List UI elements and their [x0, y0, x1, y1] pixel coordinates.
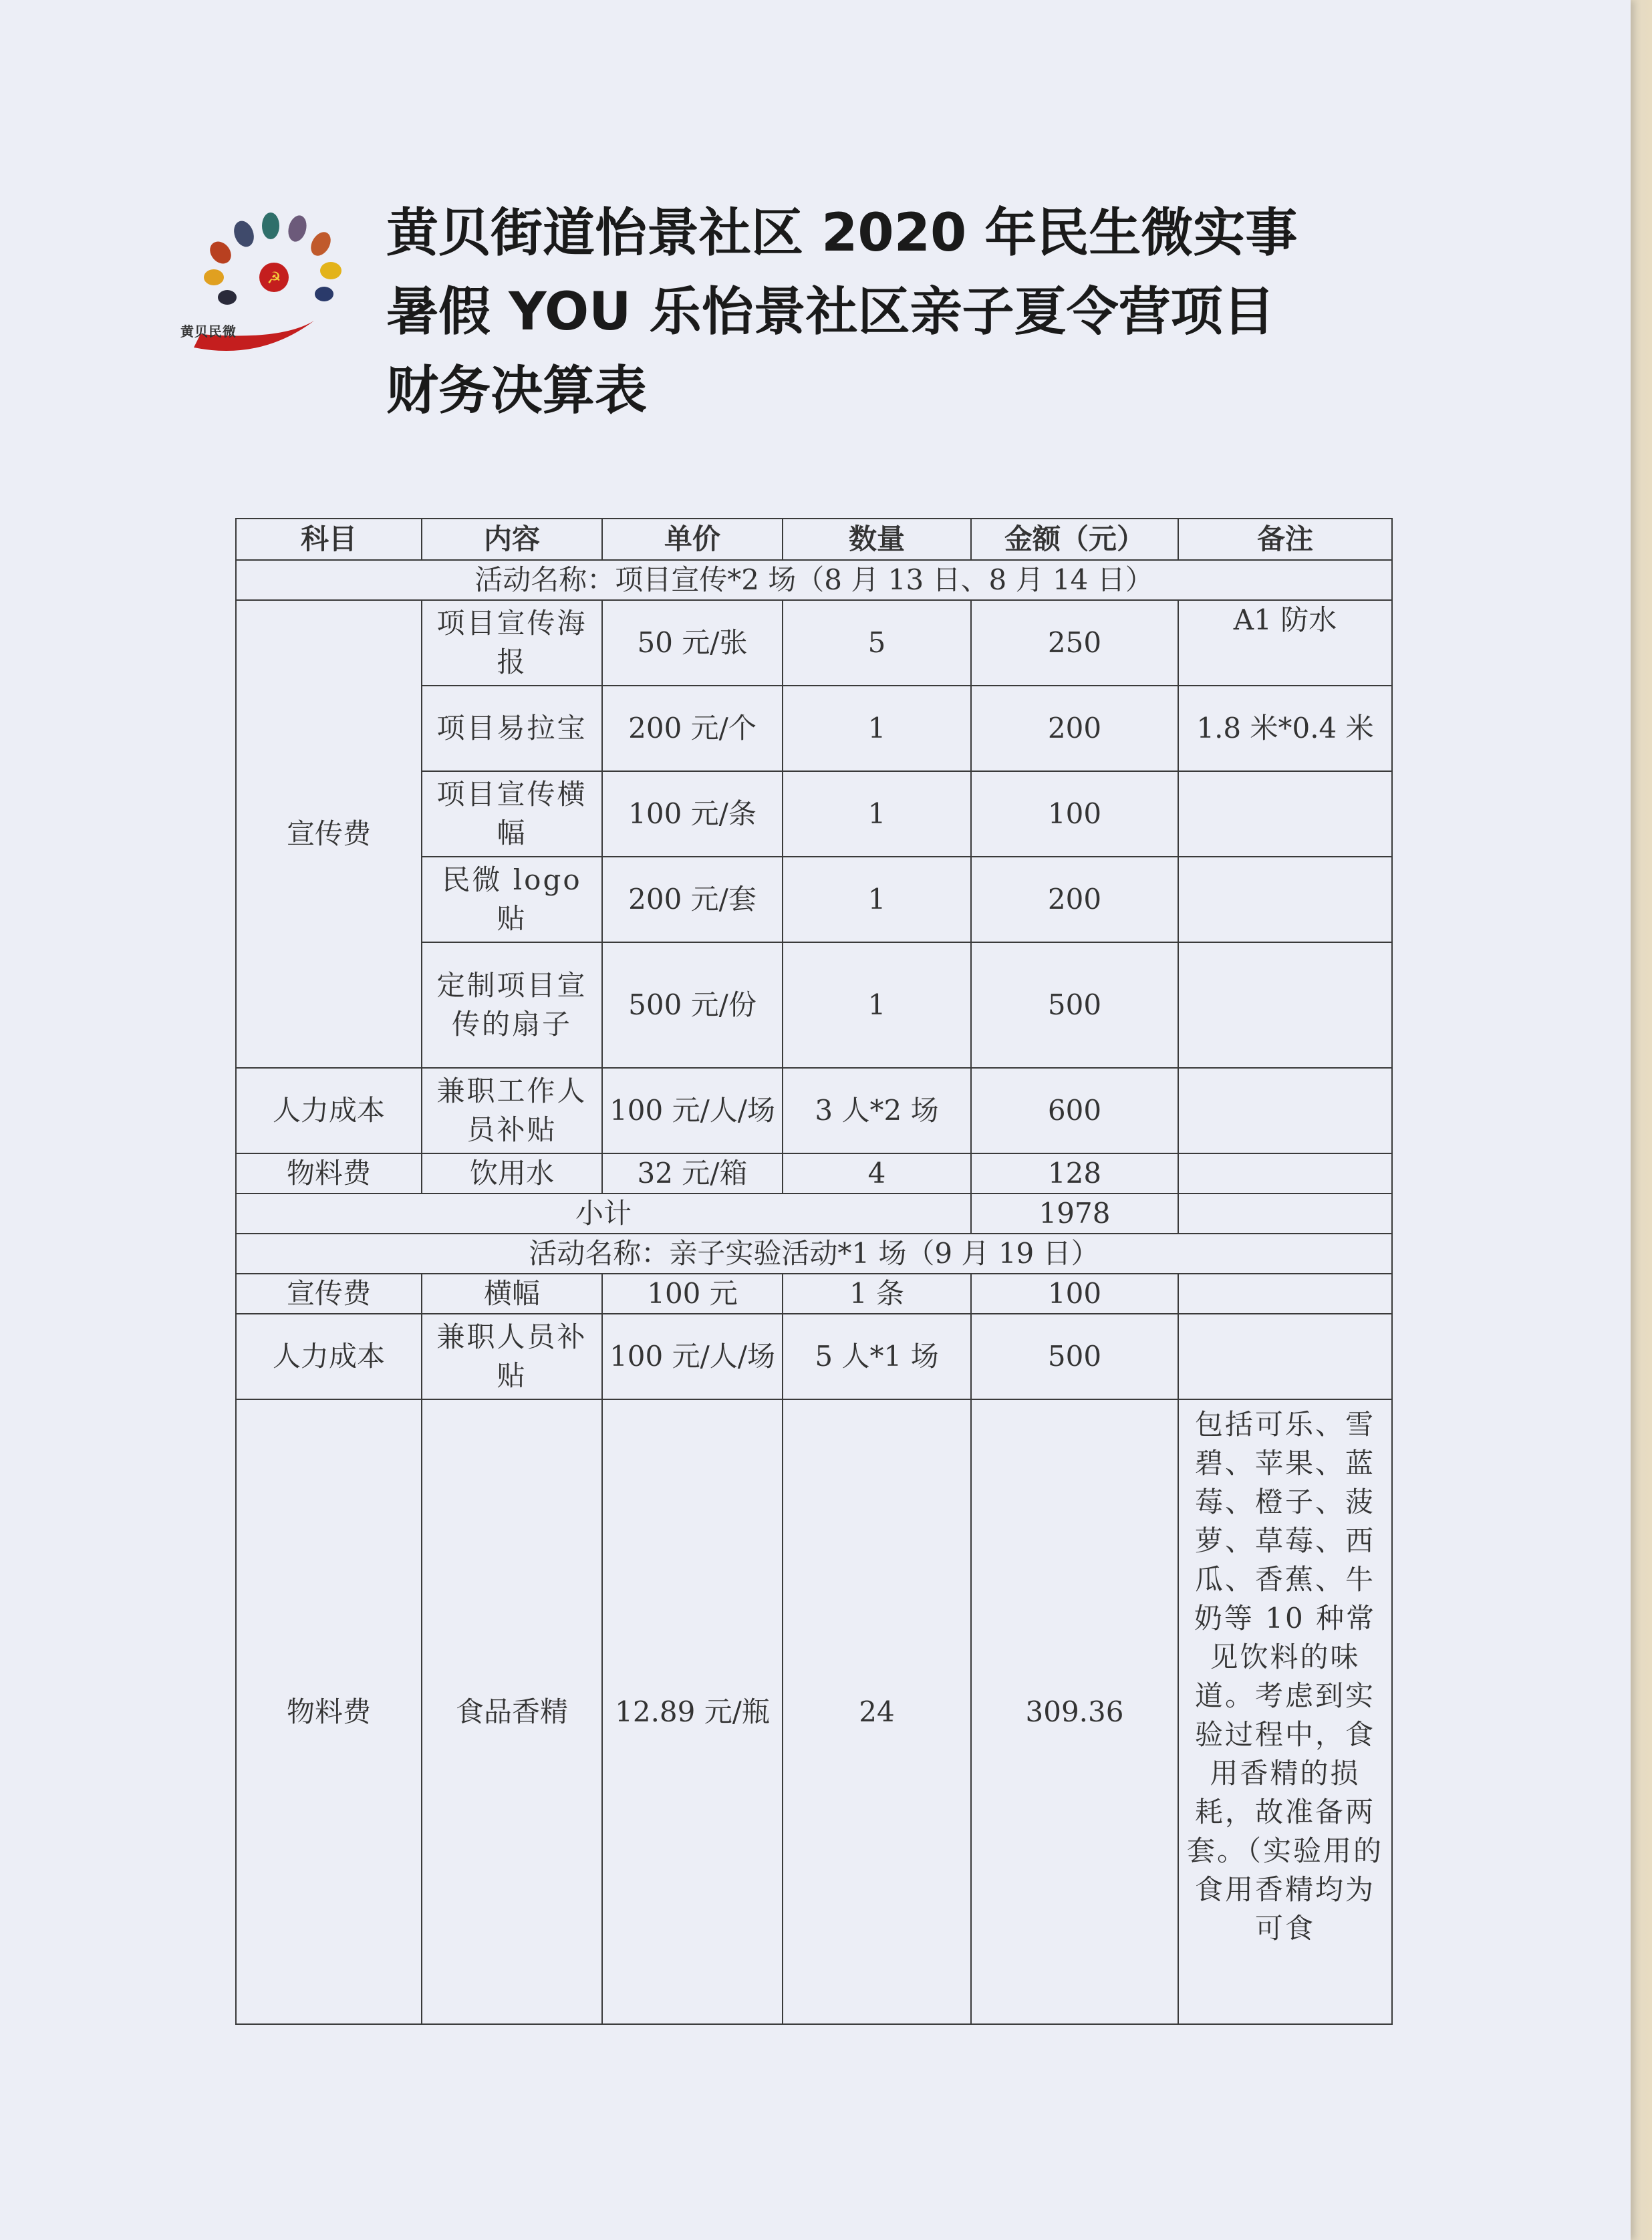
- title-line-3: 财务决算表: [386, 361, 648, 421]
- table-header-row: [236, 519, 1392, 560]
- cell-price: 100 元/条: [602, 771, 783, 857]
- cell-amount: 200: [971, 686, 1178, 771]
- cell-amount: 500: [971, 1314, 1178, 1399]
- cell-amount: 600: [971, 1068, 1178, 1153]
- subtotal-label: 小计: [236, 1194, 971, 1234]
- page-title: [386, 194, 1389, 430]
- table-row: [236, 1399, 1392, 2024]
- title-line-1: 黄贝街道怡景社区 2020 年民生微实事: [386, 203, 1298, 263]
- subtotal-row: [236, 1194, 1392, 1234]
- cell-price: 500 元/份: [602, 942, 783, 1068]
- cell-qty: 1 条: [783, 1274, 971, 1314]
- header-quantity: 数量: [783, 519, 971, 560]
- cell-price: 100 元: [602, 1274, 783, 1314]
- category-labor: 人力成本: [236, 1068, 422, 1153]
- cell-qty: 1: [783, 771, 971, 857]
- cell-note: [1178, 942, 1392, 1068]
- cell-item: 饮用水: [422, 1153, 602, 1194]
- cell-item: 食品香精: [422, 1399, 602, 2024]
- cell-price: 100 元/人/场: [602, 1068, 783, 1153]
- cell-qty: 5: [783, 600, 971, 686]
- cell-note: [1178, 1153, 1392, 1194]
- activity-2-name: 活动名称：亲子实验活动*1 场（9 月 19 日）: [236, 1234, 1392, 1274]
- cell-amount: 100: [971, 1274, 1178, 1314]
- cell-qty: 1: [783, 942, 971, 1068]
- table-row: [236, 1068, 1392, 1153]
- cell-item: 项目宣传海报: [422, 600, 602, 686]
- category-publicity: 宣传费: [236, 1274, 422, 1314]
- header-content: 内容: [422, 519, 602, 560]
- cell-qty: 1: [783, 686, 971, 771]
- cell-price: 32 元/箱: [602, 1153, 783, 1194]
- cell-amount: 100: [971, 771, 1178, 857]
- cell-price: 50 元/张: [602, 600, 783, 686]
- title-line-2: 暑假 YOU 乐怡景社区亲子夏令营项目: [386, 282, 1275, 342]
- category-publicity: 宣传费: [236, 600, 422, 1068]
- cell-amount: 128: [971, 1153, 1178, 1194]
- header-amount: 金额（元）: [971, 519, 1178, 560]
- cell-qty: 3 人*2 场: [783, 1068, 971, 1153]
- cell-qty: 4: [783, 1153, 971, 1194]
- cell-note-long: 包括可乐、雪碧、苹果、蓝莓、橙子、菠萝、草莓、西瓜、香蕉、牛奶等 10 种常见饮料的味道。考虑到实验过程中，食用香精的损耗，故准备两套。（实验用的食用香精均为可食: [1178, 1399, 1392, 2024]
- header-category: 科目: [236, 519, 422, 560]
- cell-amount: 200: [971, 857, 1178, 942]
- cell-item: 项目宣传横幅: [422, 771, 602, 857]
- table-row: [236, 1314, 1392, 1399]
- cell-qty: 5 人*1 场: [783, 1314, 971, 1399]
- subtotal-value: 1978: [971, 1194, 1178, 1234]
- logo-text: 黄贝民微: [180, 323, 237, 339]
- category-labor: 人力成本: [236, 1314, 422, 1399]
- cell-note: [1178, 1314, 1392, 1399]
- cell-qty: 1: [783, 857, 971, 942]
- cell-note: 1.8 米*0.4 米: [1178, 686, 1392, 771]
- cell-item: 民微 logo 贴: [422, 857, 602, 942]
- cell-item: 项目易拉宝: [422, 686, 602, 771]
- table-row: [236, 1153, 1392, 1194]
- svg-text:☭: ☭: [267, 269, 281, 287]
- cell-price: 200 元/个: [602, 686, 783, 771]
- cell-item: 横幅: [422, 1274, 602, 1314]
- cell-note: [1178, 1068, 1392, 1153]
- cell-amount: 250: [971, 600, 1178, 686]
- cell-note: A1 防水: [1178, 600, 1392, 686]
- subtotal-note: [1178, 1194, 1392, 1234]
- cell-price: 200 元/套: [602, 857, 783, 942]
- table-row: [236, 600, 1392, 686]
- cell-note: [1178, 857, 1392, 942]
- budget-table: [235, 518, 1393, 2025]
- community-logo-icon: [180, 207, 354, 368]
- cell-item: 兼职工作人员补贴: [422, 1068, 602, 1153]
- activity-2-row: [236, 1234, 1392, 1274]
- cell-note: [1178, 771, 1392, 857]
- activity-1-name: 活动名称：项目宣传*2 场（8 月 13 日、8 月 14 日）: [236, 560, 1392, 600]
- category-material: 物料费: [236, 1399, 422, 2024]
- header-note: 备注: [1178, 519, 1392, 560]
- cell-item: 兼职人员补贴: [422, 1314, 602, 1399]
- cell-amount: 500: [971, 942, 1178, 1068]
- table-row: [236, 1274, 1392, 1314]
- cell-qty: 24: [783, 1399, 971, 2024]
- cell-note: [1178, 1274, 1392, 1314]
- activity-1-row: [236, 560, 1392, 600]
- community-logo: [180, 207, 354, 368]
- cell-price: 12.89 元/瓶: [602, 1399, 783, 2024]
- cell-price: 100 元/人/场: [602, 1314, 783, 1399]
- cell-amount: 309.36: [971, 1399, 1178, 2024]
- category-material: 物料费: [236, 1153, 422, 1194]
- header-unit-price: 单价: [602, 519, 783, 560]
- cell-item: 定制项目宣传的扇子: [422, 942, 602, 1068]
